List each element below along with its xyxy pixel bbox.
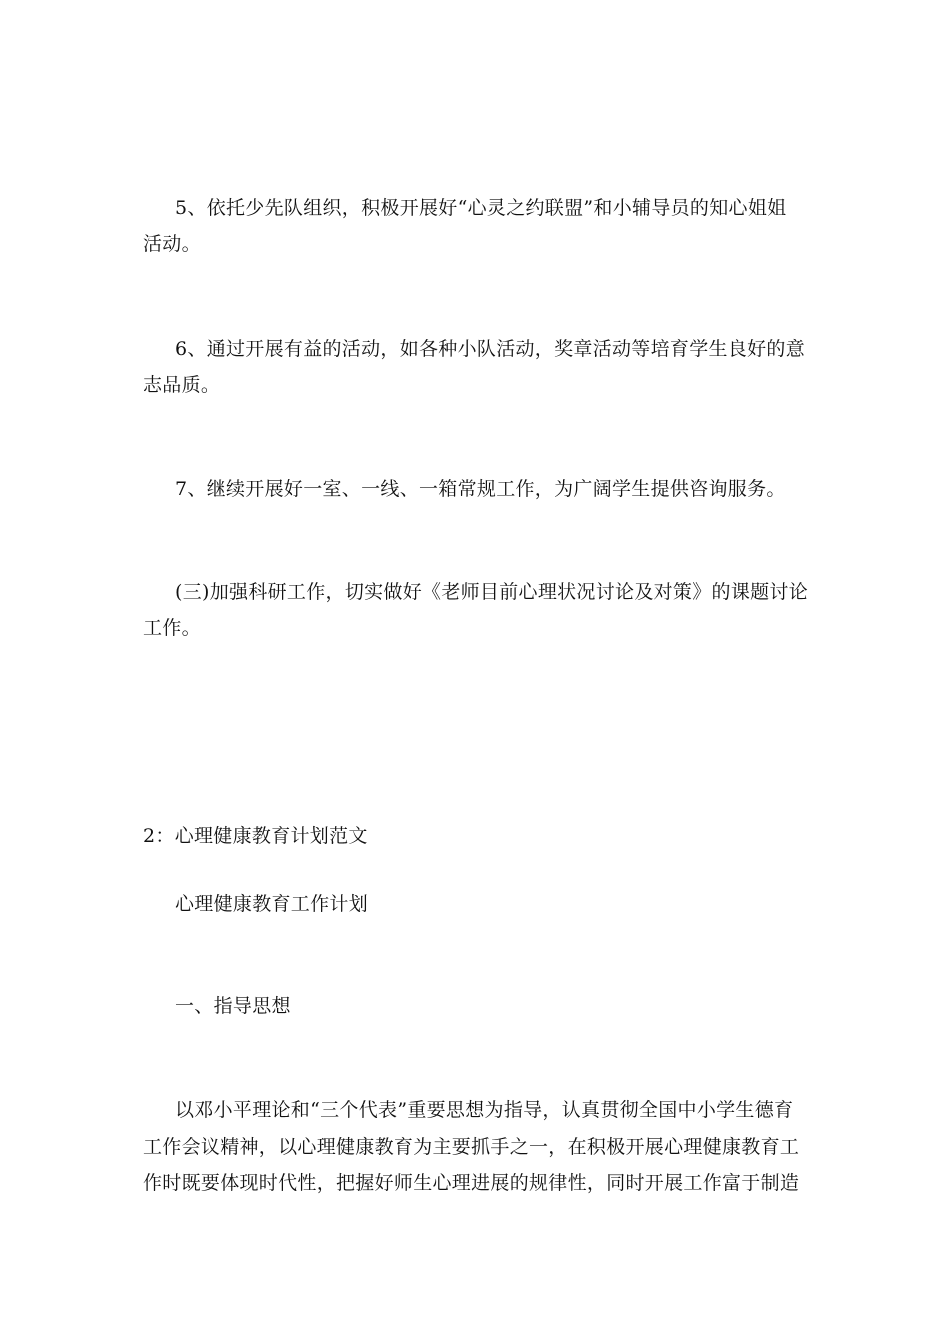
paragraph-6-line-1: 6、通过开展有益的活动，如各种小队活动，奖章活动等培育学生良好的意 xyxy=(175,338,805,360)
paragraph-6-line-2: 志品质。 xyxy=(143,374,221,396)
paragraph-7-line-1: 7、继续开展好一室、一线、一箱常规工作，为广阔学生提供咨询服务。 xyxy=(175,478,786,500)
section-heading: 2：心理健康教育计划范文 xyxy=(143,825,368,847)
body-line-1: 以邓小平理论和“三个代表”重要思想为指导，认真贯彻全国中小学生德育 xyxy=(175,1099,794,1121)
paragraph-5-line-1: 5、依托少先队组织，积极开展好“心灵之约联盟”和小辅导员的知心姐姐 xyxy=(175,197,787,219)
paragraph-5-line-2: 活动。 xyxy=(143,233,201,255)
subsection-heading: 一、指导思想 xyxy=(175,995,291,1017)
body-line-3: 作时既要体现时代性，把握好师生心理进展的规律性，同时开展工作富于制造 xyxy=(143,1172,800,1194)
section-title: 心理健康教育工作计划 xyxy=(175,893,369,915)
paragraph-3-line-2: 工作。 xyxy=(143,617,201,639)
body-line-2: 工作会议精神，以心理健康教育为主要抓手之一，在积极开展心理健康教育工 xyxy=(143,1136,800,1158)
paragraph-3-line-1: (三)加强科研工作，切实做好《老师目前心理状况讨论及对策》的课题讨论 xyxy=(175,581,809,603)
